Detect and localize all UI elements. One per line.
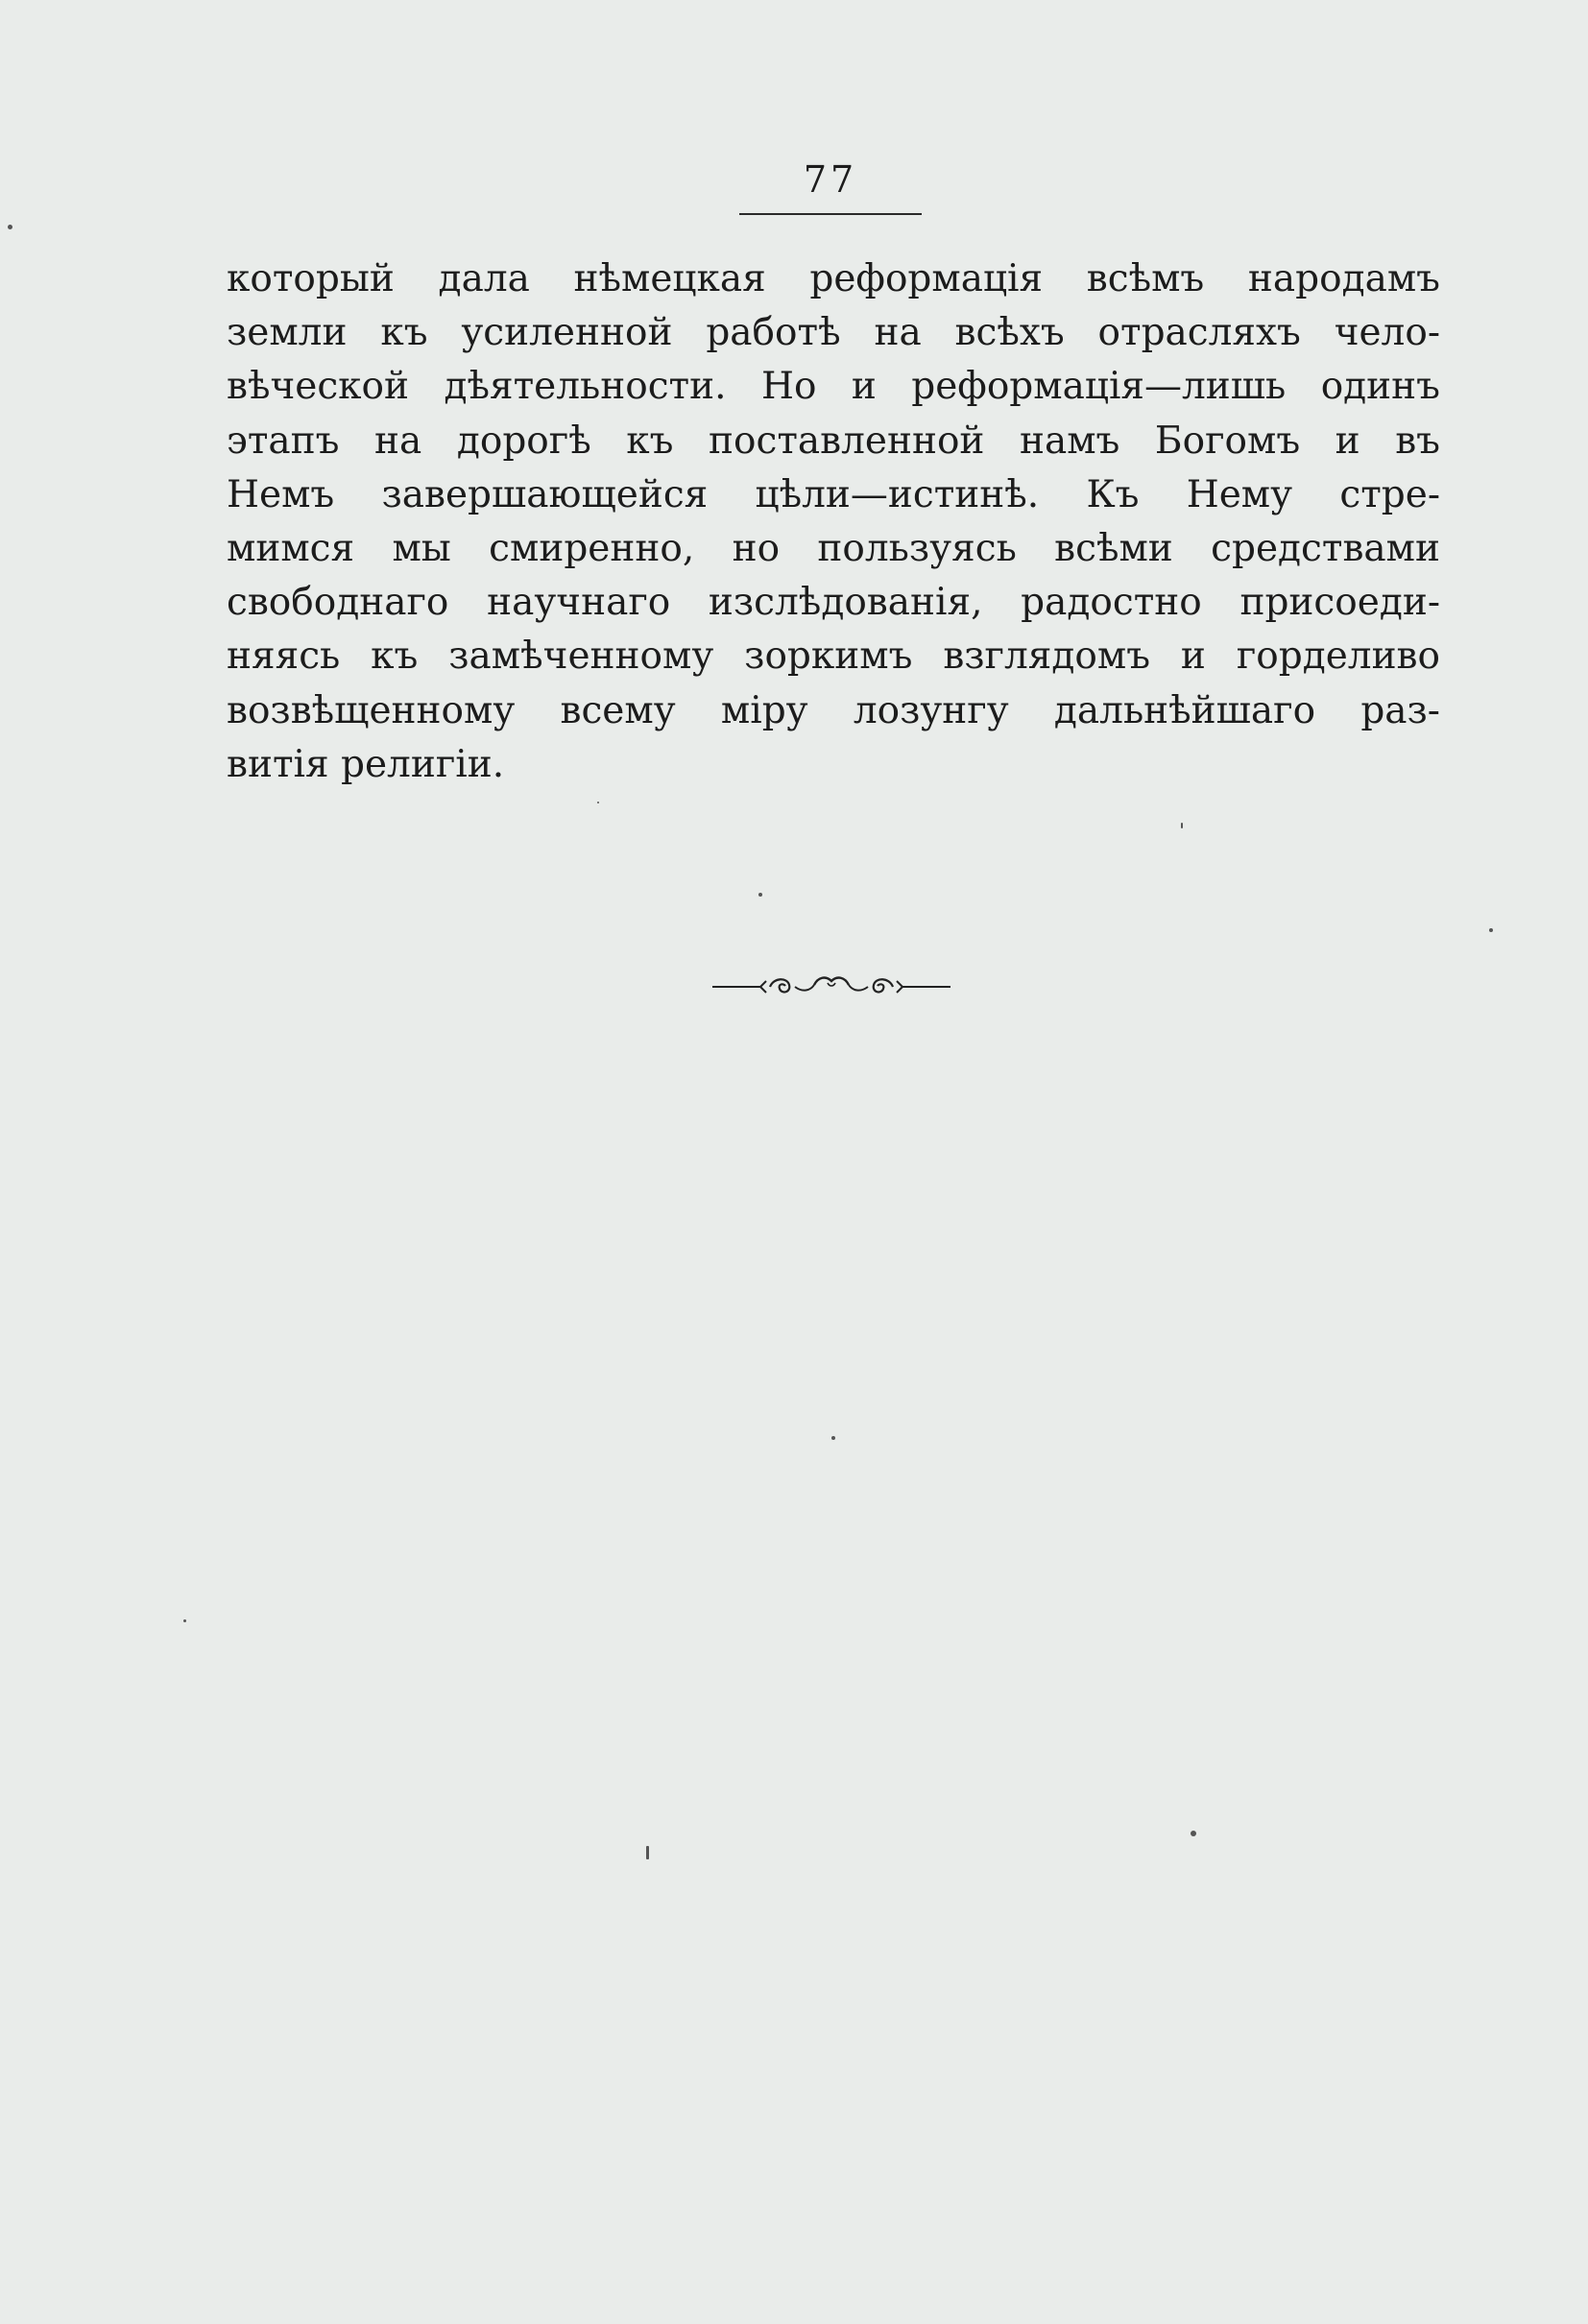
paper-speck xyxy=(183,1619,186,1622)
page-number-rule xyxy=(739,213,922,215)
text-line: этапъ на дорогѣ къ поставленной намъ Богомъ и въ xyxy=(227,419,1440,463)
tailpiece-ornament-icon xyxy=(710,971,952,1000)
body-paragraph xyxy=(227,252,1440,792)
paper-speck xyxy=(597,802,599,803)
paper-speck xyxy=(1489,928,1493,932)
paper-speck xyxy=(758,893,762,897)
paper-speck xyxy=(1181,823,1183,828)
paper-speck xyxy=(1191,1831,1196,1836)
text-line: земли къ усиленной работѣ на всѣхъ отрасляхъ чело- xyxy=(227,311,1440,355)
paper-speck xyxy=(831,1436,835,1440)
text-line: мимся мы смиренно, но пользуясь всѣми средствами xyxy=(227,526,1440,570)
text-line: который дала нѣмецкая реформація всѣмъ народамъ xyxy=(227,257,1440,300)
text-line: свободнаго научнаго изслѣдованія, радостно присоеди- xyxy=(227,581,1440,625)
text-line: Немъ завершающейся цѣли—истинѣ. Къ Нему стре- xyxy=(227,472,1440,516)
text-line: няясь къ замѣченному зоркимъ взглядомъ и горделиво xyxy=(227,635,1440,679)
page-number: 77 xyxy=(803,158,858,201)
text-line: возвѣщенному всему міру лозунгу дальнѣйшаго раз- xyxy=(227,688,1440,732)
text-line: витія религіи. xyxy=(227,742,505,786)
paper-speck xyxy=(646,1846,649,1859)
text-line: вѣческой дѣятельности. Но и реформація—лишь одинъ xyxy=(227,365,1440,409)
paper-speck xyxy=(8,225,12,229)
